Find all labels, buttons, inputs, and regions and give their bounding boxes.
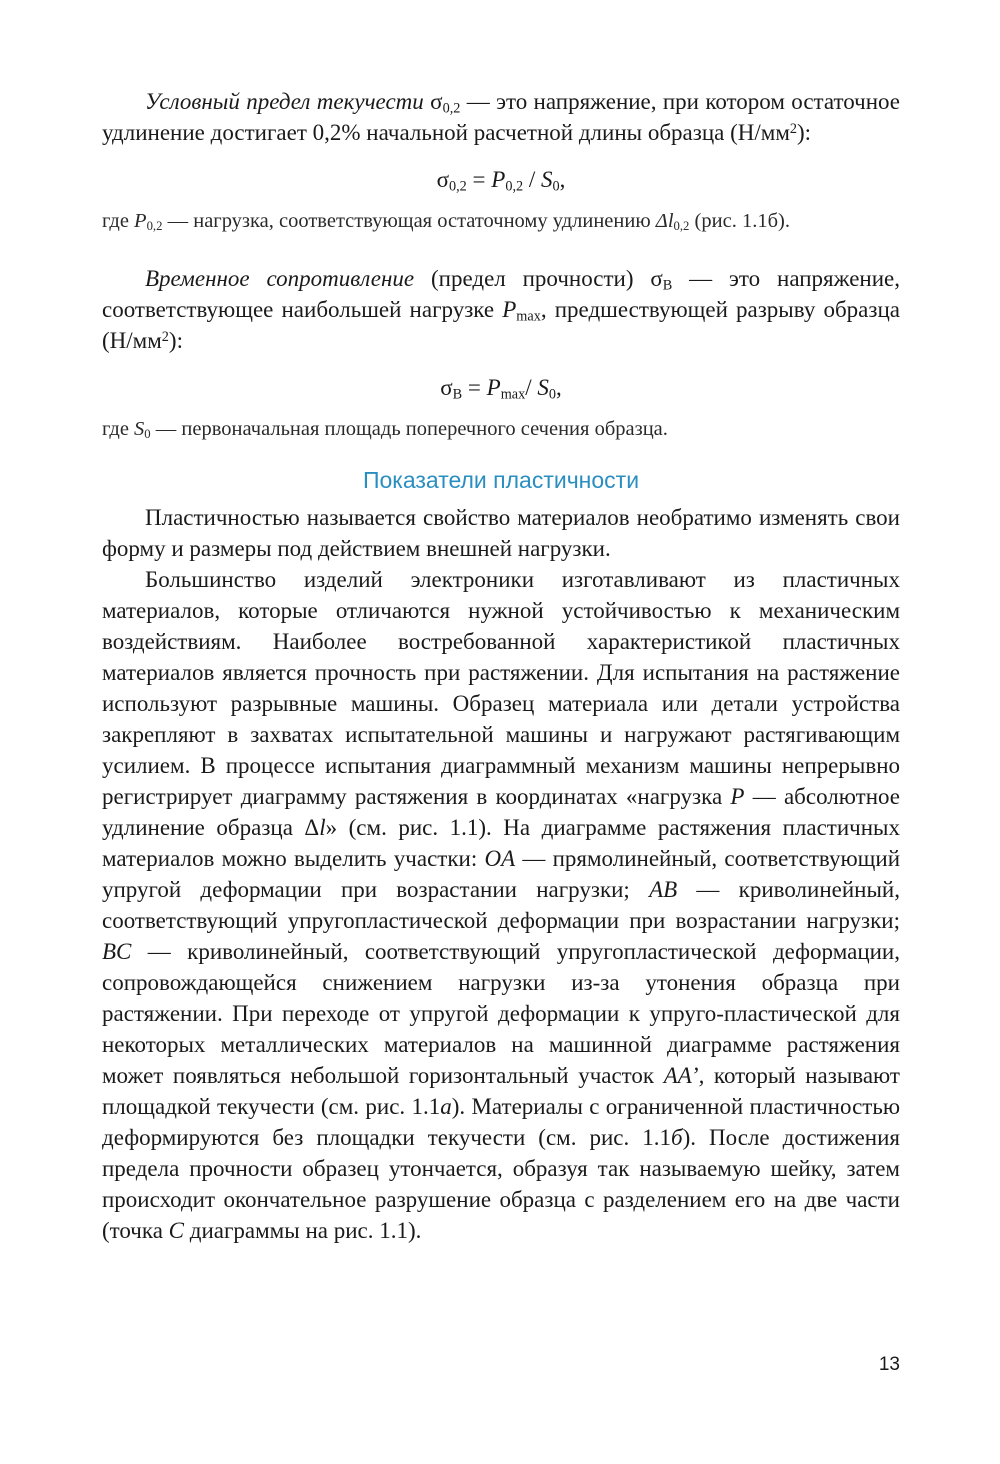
tensile-term: Временное сопротивление [145, 266, 415, 291]
plasticity-definition-paragraph: Пластичностью называется свойство материалов необратимо изменять свои форму и размеры под действием внешней нагрузки. [102, 505, 900, 561]
page-number: 13 [878, 1354, 900, 1375]
tensile-test-paragraph: Большинство изделий электроники изготавливают из пластичных материалов, которые отличаются нужной устойчивостью к механическим воздействиям. Наиболее востребованной характеристикой пластичных материалов является прочность при растяжении. Для испытания на растяжение используют разрывные машины. Образец материала или детали устройства закрепляют в захватах испытательной машины и нагружают растягивающим усилием. В процессе испытания диаграммный механизм машины непрерывно регистрирует диаграмму растяжения в координатах «нагрузка P — абсолютное удлинение образца Δl» (см. рис. 1.1). На диаграмме растяжения пластичных материалов можно выделить участки: OA — прямолинейный, соответствующий упругой деформации при возрастании нагрузки; AB — криволинейный, соответствующий упругопластической деформации при возрастании нагрузки; BC — криволинейный, соответствующий упругопластической деформации, сопровождающейся снижением нагрузки из-за утонения образца при растяжении. При переходе от упругой деформации к упруго-пластической для некоторых металлических материалов на машинной диаграмме растяжения может появляться небольшой горизонтальный участок AA’, который называют площадкой текучести (см. рис. 1.1а). Материалы с ограниченной пластичностью деформируются без площадки текучести (см. рис. 1.1б). После достижения предела прочности образец утончается, образуя так называемую шейку, затем происходит окончательное разрушение образца с разделением его на две части (точка C диаграммы на рис. 1.1). [102, 567, 900, 1243]
yield-strength-formula: $\sigma_{0,2} = P_{0,2} / S_0$, [436, 167, 566, 195]
tensile-strength-paragraph: Временное сопротивление (предел прочности) $\sigma_B$ — это напряжение, соответствующее наибольшей нагрузке $P_{max}$, предшествующей разрыву образца $(Н/мм^2)$: [102, 266, 900, 353]
tensile-formula-explanation: где $S_0$ — первоначальная площадь поперечного сечения образца. [102, 418, 668, 442]
yield-strength-paragraph: Условный предел текучести $\sigma_{0,2}$ — это напряжение, при котором остаточное удлинение достигает 0,2% начальной расчетной длины образца $(Н/мм^2)$: [102, 89, 901, 145]
page-content [102, 86, 900, 1246]
section-heading: Показатели пластичности [362, 467, 640, 493]
yield-formula-explanation: где $P_{0,2}$ — нагрузка, соответствующая остаточному удлинению $\Delta l_{0,2}$ (рис. 1.1б). [102, 210, 790, 234]
yield-term: Условный предел текучести [145, 89, 424, 114]
tensile-strength-formula: $\sigma_B = P_{max}/$ $S_0$, [440, 375, 562, 403]
